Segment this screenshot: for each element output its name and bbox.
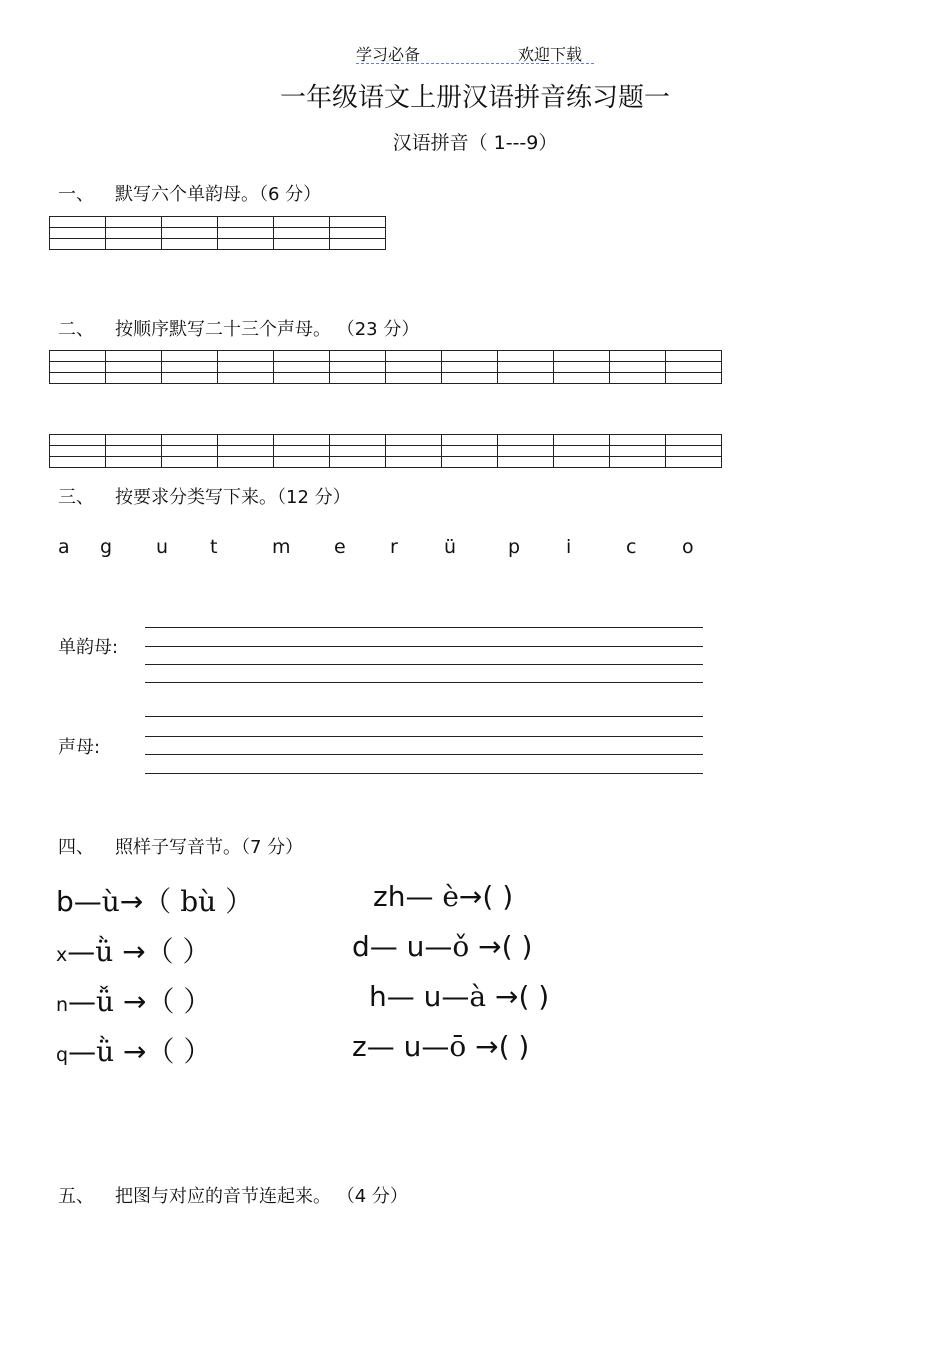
ex-part: ） [216,885,254,918]
ex-part: — [68,1035,97,1068]
letter-item: g [100,536,113,558]
writing-line[interactable] [145,682,703,683]
ex-part: zh— [373,880,443,913]
ex-answer: bù [180,885,217,918]
ex-part: →（ [119,885,181,918]
writing-line[interactable] [145,773,703,774]
header-right: 欢迎下载 [518,45,583,64]
ex-part: →( ) [466,1030,530,1063]
ex-part: — [67,935,96,968]
ex-part: →( ) [469,930,533,963]
section-5-number: 五、 [58,1186,94,1207]
ex-part: z— u— [352,1030,450,1063]
exercise-item[interactable] [56,1030,211,1070]
ex-part: b— [56,885,102,918]
exercise-item[interactable] [56,930,211,970]
section-4-heading [58,833,303,859]
section-1-heading [58,180,321,206]
writing-line[interactable] [145,646,703,647]
ex-part: n [56,994,69,1016]
initials-label: 声母: [58,737,101,758]
letter-item: m [272,536,291,558]
letter-item: o [682,536,694,558]
header-divider [356,63,594,64]
writing-line[interactable] [145,627,703,628]
letter-item: e [334,536,346,558]
ex-part: →（ ） [113,935,211,968]
section-1-number: 一、 [58,184,94,205]
ex-part: ǒ [452,930,470,963]
exercise-item[interactable] [352,1030,529,1063]
ex-part: x [56,944,68,966]
page-subtitle: 汉语拼音（ 1---9） [392,132,558,154]
header-left: 学习必备 [356,45,421,64]
writing-line[interactable] [145,664,703,665]
initials-writing-grid-2[interactable] [49,434,722,468]
section-2-heading [58,315,419,341]
ex-part: ù [101,885,120,918]
section-5-heading [58,1182,408,1208]
section-2-number: 二、 [58,319,94,340]
ex-part: — [68,985,97,1018]
writing-line[interactable] [145,736,703,737]
exercise-item[interactable] [352,930,532,963]
letter-item: p [508,536,521,558]
letter-item: u [156,536,169,558]
writing-line[interactable] [145,754,703,755]
letter-item: a [58,536,70,558]
ex-part: d— u— [352,930,453,963]
ex-part: ō [449,1030,467,1063]
letter-item: t [210,536,218,558]
writing-line[interactable] [145,716,703,717]
initials-writing-grid-1[interactable] [49,350,722,384]
ex-part: ǜ [95,935,114,968]
letter-item: c [626,536,637,558]
ex-part: h— u— [369,980,470,1013]
section-2-text: 按顺序默写二十三个声母。 （23 分） [115,319,420,340]
ex-part: →（ ） [114,1035,212,1068]
ex-part: →( ) [458,880,514,913]
vowel-writing-grid[interactable] [49,216,386,250]
ex-part: ǚ [96,985,115,1018]
ex-part: è [442,880,459,913]
exercise-example [56,880,253,920]
section-1-text: 默写六个单韵母。（6 分） [115,184,322,205]
vowels-label: 单韵母: [58,637,119,658]
letter-item: r [390,536,398,558]
section-4-number: 四、 [58,837,94,858]
section-3-number: 三、 [58,487,94,508]
exercise-item[interactable] [373,880,513,913]
section-4-text: 照样子写音节。（7 分） [115,837,304,858]
exercise-item[interactable] [56,980,211,1020]
section-3-heading [58,483,351,509]
exercise-item[interactable] [369,980,549,1013]
ex-part: →( ) [486,980,550,1013]
ex-part: q [56,1044,69,1066]
section-5-text: 把图与对应的音节连起来。 （4 分） [115,1186,408,1207]
section-3-text: 按要求分类写下来。（12 分） [115,487,351,508]
letter-item: ü [444,536,457,558]
page-title: 一年级语文上册汉语拼音练习题一 [279,83,670,113]
ex-part: →（ ） [114,985,212,1018]
ex-part: ǜ [96,1035,115,1068]
ex-part: à [469,980,487,1013]
letter-item: i [566,536,572,558]
